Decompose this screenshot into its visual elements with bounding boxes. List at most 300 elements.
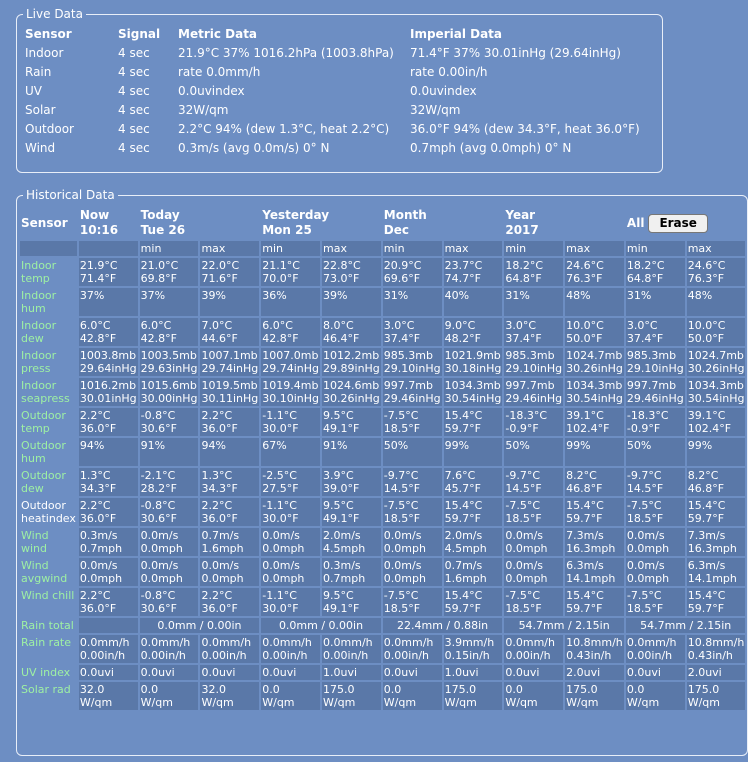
hist-cell-yesterday-max bbox=[322, 558, 381, 586]
hist-value-metric: 1034.3mb bbox=[566, 379, 623, 392]
hist-cell-year-max bbox=[565, 588, 624, 616]
hist-value-metric: 37% bbox=[140, 289, 166, 302]
hist-cell-month-min bbox=[383, 348, 442, 376]
hist-value-metric: 1024.7mb bbox=[687, 349, 744, 362]
hist-cell-year-max bbox=[565, 468, 624, 496]
hist-row-outdoor-dew bbox=[20, 468, 745, 496]
hist-cell-month-max bbox=[444, 378, 503, 406]
hist-value-imperial: 36.0°F bbox=[201, 512, 238, 525]
hist-cell-year-max bbox=[565, 408, 624, 436]
hist-value-metric: 1016.2mb bbox=[79, 379, 137, 392]
hist-row-label bbox=[20, 588, 77, 616]
hist-cell-month-max bbox=[444, 682, 503, 710]
hist-value-metric: 2.0m/s bbox=[444, 529, 483, 542]
hist-value-imperial: 0.00in/h bbox=[505, 649, 551, 662]
hist-value-imperial: 0.7mph bbox=[79, 542, 123, 555]
hist-cell-today-max bbox=[200, 288, 259, 316]
hist-cell-month-max bbox=[444, 408, 503, 436]
hist-value-imperial: 4.5mph bbox=[444, 542, 487, 555]
hist-cell-yesterday-min bbox=[261, 468, 320, 496]
hist-value-imperial: 1.6mph bbox=[444, 572, 487, 585]
hist-value-metric: 15.4°C bbox=[444, 409, 483, 422]
hist-value-imperial: 59.7°F bbox=[687, 512, 725, 525]
hist-cell-month-max bbox=[444, 348, 503, 376]
hist-row-label-line2: dew bbox=[21, 332, 44, 345]
hist-row-uv-index bbox=[20, 665, 745, 680]
hist-value-imperial: 18.5°F bbox=[383, 422, 421, 435]
hist-cell-yesterday-max bbox=[322, 258, 381, 286]
hist-value-imperial: 59.7°F bbox=[444, 512, 481, 525]
hist-cell-month-min bbox=[383, 288, 442, 316]
hist-cell-month-max bbox=[444, 498, 503, 526]
hist-cell-month-min bbox=[383, 258, 442, 286]
hist-cell-now bbox=[79, 318, 138, 346]
hist-cell-today-min: 0.0uvi bbox=[140, 665, 199, 680]
hist-value-imperial: 42.8°F bbox=[79, 332, 117, 345]
hist-cell-yesterday-max bbox=[322, 528, 381, 556]
hist-row-label-line2: dew bbox=[21, 482, 44, 495]
hist-value-metric: 31% bbox=[505, 289, 530, 302]
hist-cell-today-min bbox=[140, 288, 199, 316]
hist-value-metric: 6.0°C bbox=[262, 319, 293, 332]
hist-value-metric: 10.0°C bbox=[566, 319, 604, 332]
hist-cell-month: 22.4mm / 0.88in bbox=[383, 618, 503, 633]
hist-cell-month-max bbox=[444, 258, 503, 286]
hist-value-imperial: 39.0°F bbox=[323, 482, 360, 495]
hist-value-metric: 0.0mm/h bbox=[262, 636, 312, 649]
hist-value-metric: 1021.9mb bbox=[444, 349, 501, 362]
hist-cell-month-max bbox=[444, 468, 503, 496]
hist-header-month bbox=[383, 207, 503, 239]
hist-value-imperial: 30.0°F bbox=[262, 422, 299, 435]
hist-row-label-line1: Outdoor bbox=[21, 499, 66, 512]
hist-value-imperial: 0.0mph bbox=[626, 572, 670, 585]
hist-header-yesterday-date: Mon 25 bbox=[262, 223, 312, 237]
hist-value-metric: 9.5°C bbox=[323, 589, 354, 602]
hist-value-metric: 3.0°C bbox=[383, 319, 415, 332]
hist-value-metric: 0.0m/s bbox=[201, 559, 240, 572]
hist-cell-all-min bbox=[626, 288, 685, 316]
hist-value-imperial: 28.2°F bbox=[140, 482, 177, 495]
hist-header-year-title: Year bbox=[505, 208, 536, 222]
hist-value-metric: 3.0°C bbox=[505, 319, 537, 332]
hist-row-label-line2: heatindex bbox=[21, 512, 76, 525]
hist-value-metric: -7.5°C bbox=[505, 589, 541, 602]
hist-row-wind-avgwind bbox=[20, 558, 745, 586]
hist-subheader-min: min bbox=[626, 241, 685, 256]
hist-header-today bbox=[140, 207, 260, 239]
hist-row-label bbox=[20, 498, 77, 526]
hist-cell-month-min bbox=[383, 635, 442, 663]
live-row-solar bbox=[25, 100, 640, 119]
hist-value-metric: 10.8mm/h bbox=[687, 636, 745, 649]
hist-value-imperial: W/qm bbox=[140, 696, 173, 709]
hist-row-indoor-temp bbox=[20, 258, 745, 286]
hist-value-metric: 99% bbox=[687, 439, 713, 452]
hist-value-imperial: W/qm bbox=[626, 696, 660, 709]
hist-value-metric: 31% bbox=[626, 289, 652, 302]
hist-value-imperial: 37.4°F bbox=[626, 332, 664, 345]
hist-subheader-max: max bbox=[322, 241, 381, 256]
hist-cell-all-max bbox=[687, 318, 746, 346]
hist-cell-all-min bbox=[626, 588, 685, 616]
hist-value-metric: 48% bbox=[687, 289, 713, 302]
hist-value-metric: -7.5°C bbox=[383, 409, 419, 422]
hist-cell-all-max bbox=[687, 498, 746, 526]
live-cell-imperial: 36.0°F 94% (dew 34.3°F, heat 36.0°F) bbox=[410, 121, 640, 136]
hist-value-imperial: 18.5°F bbox=[626, 602, 664, 615]
hist-cell-all-max bbox=[687, 558, 746, 586]
hist-cell-year-min bbox=[504, 588, 563, 616]
hist-value-imperial: 59.7°F bbox=[566, 512, 603, 525]
hist-row-label-line2: temp bbox=[21, 272, 50, 285]
hist-cell-yesterday-min bbox=[261, 528, 320, 556]
hist-value-metric: 2.0m/s bbox=[323, 529, 361, 542]
hist-cell-now bbox=[79, 635, 138, 663]
hist-value-metric: -0.8°C bbox=[140, 589, 176, 602]
live-header-metric: Metric Data bbox=[178, 26, 258, 41]
hist-header-today-title: Today bbox=[140, 208, 180, 222]
hist-row-label: Rain total bbox=[21, 619, 74, 632]
live-header-signal: Signal bbox=[118, 26, 161, 41]
hist-cell-today-min bbox=[140, 682, 199, 710]
hist-cell-yesterday-min: 0.0uvi bbox=[261, 665, 320, 680]
hist-header-now-title: Now bbox=[79, 208, 110, 222]
hist-cell-year-max bbox=[565, 378, 624, 406]
hist-subheader-max: max bbox=[444, 241, 503, 256]
hist-value-imperial: 0.7mph bbox=[323, 572, 366, 585]
hist-cell-all-min bbox=[626, 378, 685, 406]
hist-cell-now bbox=[79, 558, 138, 586]
hist-value-imperial: 0.00in/h bbox=[79, 649, 126, 662]
hist-value-imperial: 29.74inHg bbox=[201, 362, 259, 375]
hist-value-imperial: 0.00in/h bbox=[262, 649, 308, 662]
hist-row-label-line2: hum bbox=[21, 452, 46, 465]
hist-cell-yesterday-min bbox=[261, 318, 320, 346]
hist-value-metric: 50% bbox=[626, 439, 652, 452]
hist-value-metric: 0.0mm/h bbox=[505, 636, 555, 649]
hist-cell-yesterday-min bbox=[261, 408, 320, 436]
hist-row-label bbox=[20, 528, 77, 556]
hist-value-imperial: 0.15in/h bbox=[444, 649, 490, 662]
hist-value-imperial: 30.18inHg bbox=[444, 362, 502, 375]
hist-cell-today-max bbox=[200, 635, 259, 663]
hist-row-label bbox=[20, 258, 77, 286]
hist-value-metric: -2.1°C bbox=[140, 469, 176, 482]
hist-value-metric: 1.3°C bbox=[201, 469, 233, 482]
hist-value-imperial: 0.0mph bbox=[201, 572, 244, 585]
hist-cell-today-min bbox=[140, 498, 199, 526]
hist-cell-now bbox=[79, 588, 138, 616]
hist-value-imperial: 46.8°F bbox=[687, 482, 725, 495]
hist-value-imperial: 30.6°F bbox=[140, 422, 177, 435]
live-cell-sensor: Outdoor bbox=[25, 121, 74, 136]
hist-value-metric: 997.7mb bbox=[626, 379, 677, 392]
hist-value-metric: 175.0 bbox=[323, 683, 355, 696]
hist-value-metric: -7.5°C bbox=[505, 499, 541, 512]
hist-value-metric: 15.4°C bbox=[566, 499, 604, 512]
hist-cell-all-min bbox=[626, 558, 685, 586]
hist-cell-now bbox=[79, 618, 138, 633]
hist-value-imperial: 64.8°F bbox=[626, 272, 664, 285]
hist-cell-year-min bbox=[504, 468, 563, 496]
live-cell-signal: 4 sec bbox=[118, 140, 150, 155]
hist-value-metric: 21.0°C bbox=[140, 259, 179, 272]
hist-value-imperial: 0.00in/h bbox=[201, 649, 247, 662]
hist-cell-year-max bbox=[565, 498, 624, 526]
hist-cell-today-min bbox=[140, 378, 199, 406]
hist-value-metric: 1003.5mb bbox=[140, 349, 197, 362]
hist-value-metric: 36% bbox=[262, 289, 287, 302]
hist-row-wind-wind bbox=[20, 528, 745, 556]
hist-cell-today-min bbox=[140, 348, 199, 376]
hist-value-metric: 24.6°C bbox=[566, 259, 604, 272]
hist-value-imperial: 0.0mph bbox=[140, 542, 183, 555]
hist-cell-year-max bbox=[565, 288, 624, 316]
hist-value-imperial: 102.4°F bbox=[687, 422, 732, 435]
hist-value-metric: 6.3m/s bbox=[566, 559, 604, 572]
hist-value-imperial: 0.0mph bbox=[79, 572, 123, 585]
hist-row-label-line1: Wind chill bbox=[21, 589, 75, 602]
hist-value-metric: -9.7°C bbox=[626, 469, 662, 482]
hist-value-metric: 94% bbox=[201, 439, 226, 452]
hist-value-imperial: 59.7°F bbox=[444, 602, 481, 615]
hist-value-imperial: W/qm bbox=[566, 696, 599, 709]
hist-value-imperial: 50.0°F bbox=[566, 332, 603, 345]
hist-cell-now bbox=[79, 498, 138, 526]
hist-value-imperial: 36.0°F bbox=[201, 602, 238, 615]
hist-value-imperial: W/qm bbox=[687, 696, 720, 709]
live-data-legend: Live Data bbox=[26, 7, 83, 21]
hist-value-metric: 50% bbox=[505, 439, 530, 452]
hist-row-label bbox=[20, 288, 77, 316]
hist-value-imperial: 29.64inHg bbox=[79, 362, 137, 375]
hist-cell-yesterday-max bbox=[322, 348, 381, 376]
live-header-row bbox=[25, 24, 640, 43]
hist-value-imperial: 16.3mph bbox=[687, 542, 737, 555]
live-cell-imperial: 0.0uvindex bbox=[410, 83, 477, 98]
live-cell-metric: 0.0uvindex bbox=[178, 83, 245, 98]
hist-cell-all-max bbox=[687, 288, 746, 316]
hist-value-metric: 0.0mm/h bbox=[201, 636, 252, 649]
hist-subheader-min: min bbox=[140, 241, 199, 256]
hist-value-imperial: 29.46inHg bbox=[383, 392, 441, 405]
hist-value-metric: 7.6°C bbox=[444, 469, 476, 482]
hist-cell-year-min bbox=[504, 635, 563, 663]
hist-value-imperial: 70.0°F bbox=[262, 272, 299, 285]
hist-value-metric: 18.2°C bbox=[505, 259, 544, 272]
hist-value-imperial: W/qm bbox=[505, 696, 538, 709]
live-row-indoor bbox=[25, 43, 640, 62]
hist-value-metric: 0.0m/s bbox=[262, 559, 300, 572]
hist-value-metric: 0.0mm/h bbox=[79, 636, 130, 649]
live-cell-imperial: rate 0.00in/h bbox=[410, 64, 488, 79]
hist-cell-now bbox=[79, 378, 138, 406]
hist-cell-now bbox=[79, 348, 138, 376]
hist-value-metric: 50% bbox=[383, 439, 409, 452]
live-cell-sensor: Indoor bbox=[25, 45, 64, 60]
hist-cell-yesterday-max bbox=[322, 318, 381, 346]
live-cell-imperial: 71.4°F 37% 30.01inHg (29.64inHg) bbox=[410, 45, 621, 60]
hist-row-label bbox=[20, 318, 77, 346]
hist-value-imperial: 74.7°F bbox=[444, 272, 481, 285]
hist-cell-year-max bbox=[565, 635, 624, 663]
hist-subheader-blank bbox=[20, 241, 77, 256]
hist-cell-all-min bbox=[626, 468, 685, 496]
hist-row-rain-total bbox=[20, 618, 745, 633]
hist-value-metric: 91% bbox=[140, 439, 166, 452]
hist-value-imperial: 0.00in/h bbox=[323, 649, 369, 662]
hist-cell-today-min bbox=[140, 408, 199, 436]
hist-value-imperial: 34.3°F bbox=[201, 482, 238, 495]
hist-subheader-row bbox=[20, 241, 745, 256]
live-cell-sensor: UV bbox=[25, 83, 42, 98]
hist-row-rain-rate bbox=[20, 635, 745, 663]
hist-cell-today: 0.0mm / 0.00in bbox=[140, 618, 260, 633]
hist-value-imperial: 59.7°F bbox=[444, 422, 481, 435]
historical-data-panel bbox=[16, 189, 748, 756]
live-cell-metric: rate 0.0mm/h bbox=[178, 64, 261, 79]
hist-value-imperial: 36.0°F bbox=[79, 422, 117, 435]
hist-value-metric: 0.0m/s bbox=[140, 529, 179, 542]
hist-value-imperial: 30.26inHg bbox=[323, 392, 380, 405]
hist-cell-today-max bbox=[200, 588, 259, 616]
hist-cell-year-max bbox=[565, 258, 624, 286]
hist-value-imperial: 37.4°F bbox=[505, 332, 542, 345]
hist-cell-year-min bbox=[504, 498, 563, 526]
hist-value-metric: 24.6°C bbox=[687, 259, 726, 272]
live-row-outdoor bbox=[25, 119, 640, 138]
hist-cell-all-min bbox=[626, 635, 685, 663]
hist-cell-month-min bbox=[383, 468, 442, 496]
hist-value-metric: 997.7mb bbox=[383, 379, 433, 392]
hist-header-row bbox=[20, 207, 745, 239]
hist-row-label-line1: Indoor bbox=[21, 259, 57, 272]
hist-cell-today-max bbox=[200, 468, 259, 496]
hist-value-imperial: 76.3°F bbox=[566, 272, 603, 285]
hist-value-metric: 0.0 bbox=[262, 683, 280, 696]
hist-value-metric: 1.3°C bbox=[79, 469, 111, 482]
hist-value-metric: 997.7mb bbox=[505, 379, 555, 392]
hist-cell-year-min bbox=[504, 408, 563, 436]
hist-cell-yesterday-min bbox=[261, 258, 320, 286]
hist-value-metric: 39% bbox=[323, 289, 348, 302]
hist-cell-today-max bbox=[200, 558, 259, 586]
hist-header-all-title: All bbox=[626, 215, 645, 230]
hist-cell-yesterday-max bbox=[322, 635, 381, 663]
hist-cell-all-max bbox=[687, 348, 746, 376]
hist-value-metric: 0.0mm/h bbox=[323, 636, 373, 649]
hist-row-label: UV index bbox=[21, 666, 71, 679]
hist-cell-year-max bbox=[565, 348, 624, 376]
live-row-uv bbox=[25, 81, 640, 100]
hist-value-metric: 39.1°C bbox=[687, 409, 726, 422]
hist-cell-year-max bbox=[565, 438, 624, 466]
hist-value-imperial: 49.1°F bbox=[323, 512, 360, 525]
hist-value-metric: 20.9°C bbox=[383, 259, 422, 272]
hist-header-year bbox=[504, 207, 624, 239]
hist-cell-yesterday-max bbox=[322, 438, 381, 466]
live-cell-signal: 4 sec bbox=[118, 45, 150, 60]
hist-value-metric: 10.0°C bbox=[687, 319, 726, 332]
hist-value-imperial: 29.89inHg bbox=[323, 362, 380, 375]
hist-value-metric: 91% bbox=[323, 439, 348, 452]
hist-value-metric: 0.0 bbox=[383, 683, 402, 696]
hist-value-imperial: 30.6°F bbox=[140, 512, 177, 525]
hist-value-imperial: 4.5mph bbox=[323, 542, 366, 555]
hist-value-metric: 9.0°C bbox=[444, 319, 476, 332]
hist-value-metric: 7.3m/s bbox=[566, 529, 604, 542]
hist-value-imperial: 71.6°F bbox=[201, 272, 238, 285]
hist-value-metric: 3.0°C bbox=[626, 319, 658, 332]
hist-value-metric: -18.3°C bbox=[626, 409, 669, 422]
hist-cell-year-min bbox=[504, 258, 563, 286]
hist-value-imperial: 30.01inHg bbox=[79, 392, 137, 405]
hist-value-metric: 0.3m/s bbox=[323, 559, 361, 572]
hist-cell-today-max bbox=[200, 258, 259, 286]
hist-cell-month-max bbox=[444, 528, 503, 556]
hist-value-imperial: 36.0°F bbox=[79, 602, 117, 615]
hist-value-metric: 0.7m/s bbox=[201, 529, 240, 542]
hist-value-metric: 32.0 bbox=[79, 683, 105, 696]
hist-value-metric: 0.0m/s bbox=[140, 559, 179, 572]
hist-value-metric: 0.0m/s bbox=[505, 559, 544, 572]
hist-cell-yesterday-max bbox=[322, 378, 381, 406]
hist-value-metric: 0.0mm/h bbox=[383, 636, 434, 649]
live-header-imperial: Imperial Data bbox=[410, 26, 503, 41]
hist-value-metric: 0.0m/s bbox=[79, 559, 118, 572]
hist-row-label bbox=[20, 348, 77, 376]
hist-cell-all-min bbox=[626, 498, 685, 526]
hist-value-metric: 1012.2mb bbox=[323, 349, 380, 362]
hist-cell-year-min bbox=[504, 682, 563, 710]
hist-cell-month-max bbox=[444, 588, 503, 616]
hist-cell-yesterday-max bbox=[322, 408, 381, 436]
hist-value-imperial: 71.4°F bbox=[79, 272, 117, 285]
hist-value-metric: -7.5°C bbox=[626, 499, 662, 512]
hist-value-metric: 39.1°C bbox=[566, 409, 604, 422]
hist-value-imperial: 30.26inHg bbox=[687, 362, 745, 375]
erase-button[interactable]: Erase bbox=[648, 214, 708, 233]
hist-value-imperial: 64.8°F bbox=[505, 272, 542, 285]
hist-cell-today-min bbox=[140, 468, 199, 496]
hist-value-imperial: 30.54inHg bbox=[444, 392, 502, 405]
hist-value-metric: -0.8°C bbox=[140, 499, 176, 512]
hist-row-label bbox=[20, 408, 77, 436]
hist-value-metric: 99% bbox=[566, 439, 591, 452]
hist-value-metric: -9.7°C bbox=[505, 469, 541, 482]
hist-value-metric: 7.0°C bbox=[201, 319, 233, 332]
hist-value-imperial: 36.0°F bbox=[201, 422, 238, 435]
hist-header-month-name: Dec bbox=[383, 223, 410, 237]
hist-value-metric: 8.2°C bbox=[687, 469, 719, 482]
hist-cell-yesterday-max bbox=[322, 288, 381, 316]
hist-value-imperial: 0.0mph bbox=[262, 542, 305, 555]
hist-cell-yesterday-min bbox=[261, 378, 320, 406]
hist-row-label-line1: Indoor bbox=[21, 379, 57, 392]
hist-cell-all-max bbox=[687, 438, 746, 466]
hist-value-metric: 2.2°C bbox=[201, 409, 233, 422]
hist-header-today-date: Tue 26 bbox=[140, 223, 186, 237]
hist-value-imperial: 42.8°F bbox=[140, 332, 177, 345]
hist-value-imperial: 27.5°F bbox=[262, 482, 299, 495]
hist-value-metric: 9.5°C bbox=[323, 499, 354, 512]
live-data-panel bbox=[16, 8, 663, 173]
hist-cell-all: 54.7mm / 2.15in bbox=[626, 618, 746, 633]
hist-value-metric: -7.5°C bbox=[383, 499, 419, 512]
hist-value-metric: 39% bbox=[201, 289, 226, 302]
live-data-body bbox=[25, 43, 640, 157]
